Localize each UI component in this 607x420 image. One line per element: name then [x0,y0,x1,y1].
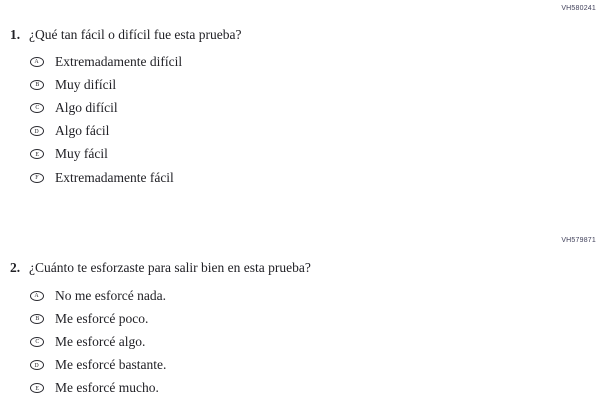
answer-option[interactable] [30,96,182,119]
question-1 [10,27,242,43]
answer-option-label: Extremadamente difícil [55,53,183,69]
answer-option-label: Muy difícil [55,76,117,92]
answer-option[interactable] [30,284,166,307]
question-number: 1. [10,27,21,42]
answer-bubble-icon[interactable] [30,383,44,393]
answer-option-label: Me esforcé bastante. [55,357,167,373]
question-number: 2. [10,260,21,275]
bubble-letter: F [35,173,39,181]
answer-bubble-icon[interactable] [30,126,44,136]
answer-option[interactable] [30,120,182,143]
answer-bubble-icon[interactable] [30,314,44,324]
answer-option-label: Me esforcé poco. [55,310,149,326]
accession-id: VH580241 [561,5,596,12]
answer-bubble-icon[interactable] [30,291,44,301]
bubble-letter: A [34,57,40,65]
question-2 [10,260,311,276]
question-1-options [30,50,182,189]
answer-bubble-icon[interactable] [30,360,44,370]
answer-option[interactable] [30,307,166,330]
bubble-letter: C [35,338,39,345]
bubble-letter: E [35,384,39,392]
question-text: ¿Cuánto te esforzaste para salir bien en esta prueba? [29,260,311,275]
answer-option[interactable] [30,50,182,73]
answer-bubble-icon[interactable] [30,57,44,67]
bubble-letter: E [35,150,39,158]
answer-option[interactable] [30,143,182,166]
bubble-letter: C [35,104,39,111]
answer-bubble-icon[interactable] [30,103,44,113]
accession-id: VH579871 [561,237,596,244]
answer-option-label: Extremadamente fácil [55,169,174,185]
answer-bubble-icon[interactable] [30,337,44,347]
answer-option-label: Me esforcé algo. [55,333,146,349]
bubble-letter: B [35,314,39,322]
answer-option[interactable] [30,166,182,189]
bubble-letter: A [34,291,40,299]
answer-option-label: Algo difícil [55,99,118,115]
question-2-options [30,284,166,400]
answer-option-label: No me esforcé nada. [55,287,166,303]
answer-bubble-icon[interactable] [30,149,44,159]
answer-option-label: Algo fácil [55,123,110,139]
answer-option-label: Muy fácil [55,146,108,162]
bubble-letter: D [34,127,40,135]
answer-option-label: Me esforcé mucho. [55,380,159,396]
bubble-letter: B [35,80,39,88]
answer-option[interactable] [30,73,182,96]
answer-bubble-icon[interactable] [30,173,44,183]
bubble-letter: D [34,361,40,369]
answer-option[interactable] [30,330,166,353]
question-text: ¿Qué tan fácil o difícil fue esta prueba? [29,27,242,42]
answer-option[interactable] [30,377,166,400]
answer-option[interactable] [30,354,166,377]
answer-bubble-icon[interactable] [30,80,44,90]
